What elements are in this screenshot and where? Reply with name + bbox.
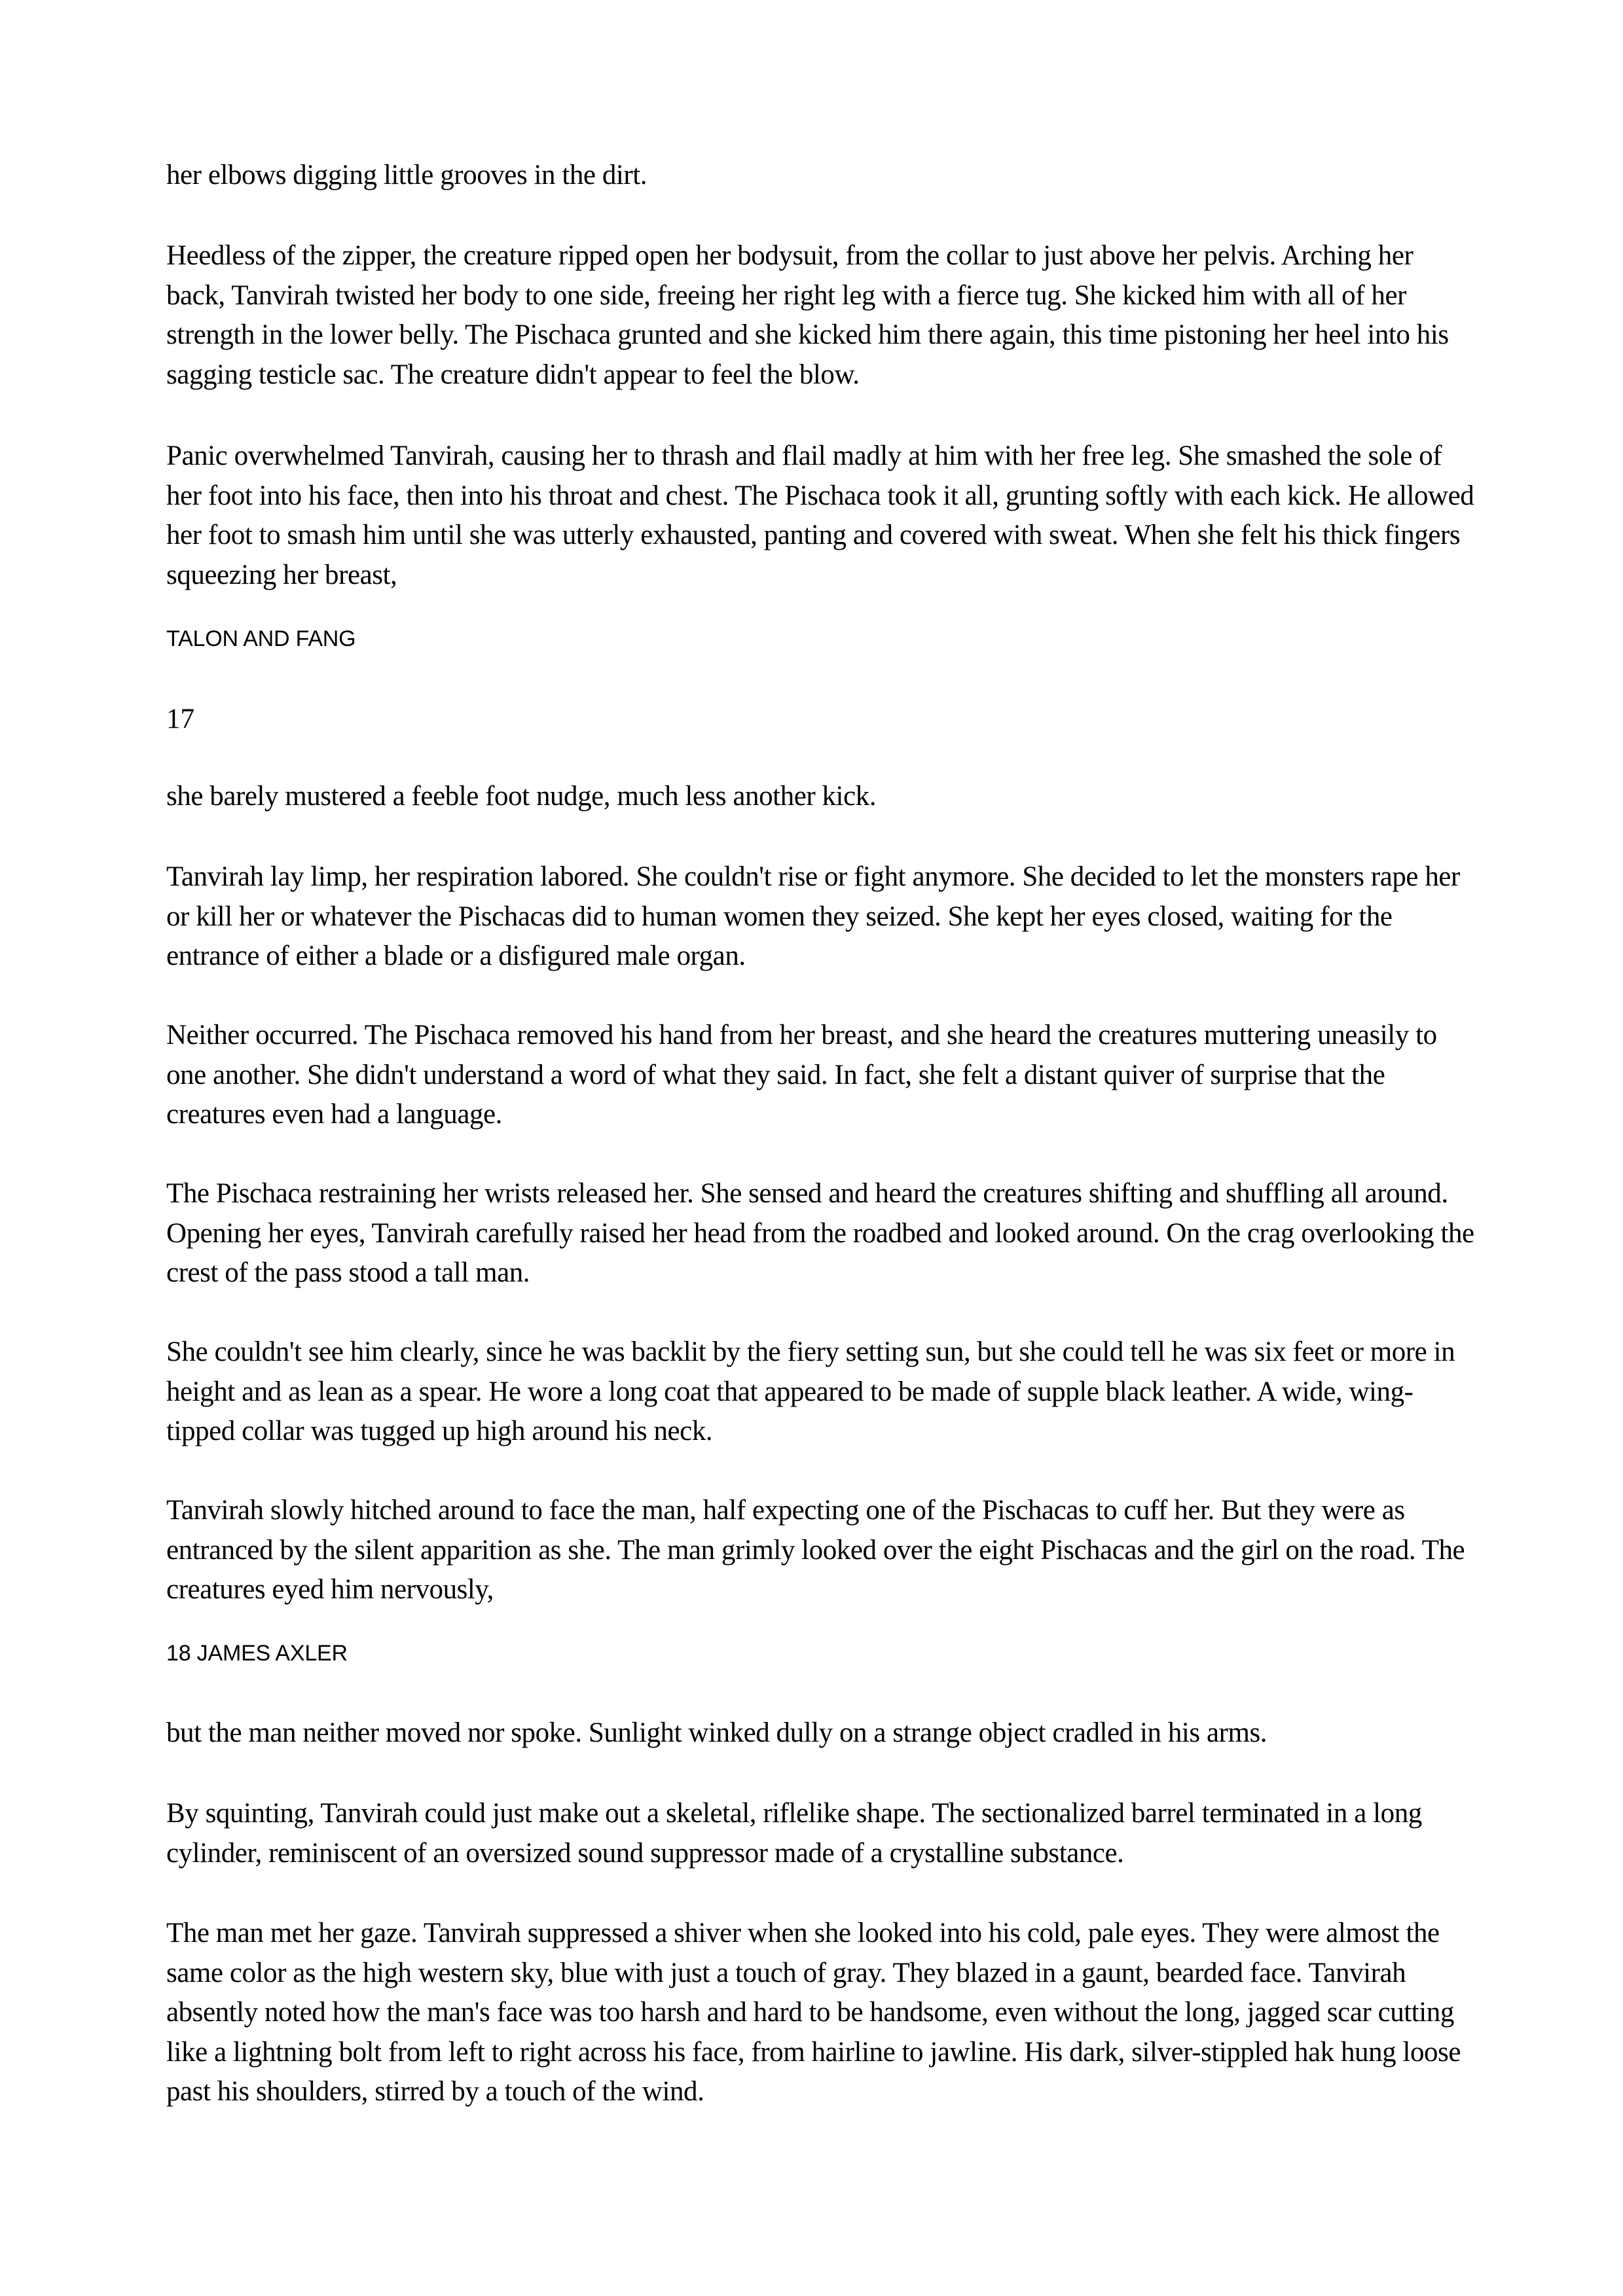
paragraph: but the man neither moved nor spoke. Sunlight winked dully on a strange object cradled in his arms. [166,1717,1267,1748]
page-number: 17 [166,704,194,734]
book-page [166,0,1476,2296]
paragraph: Neither occurred. The Pischaca removed his hand from her breast, and she heard the creatures muttering uneasily to one another. She didn't understand a word of what they said. In fact, she felt a distant quiver of surprise that the creatures even had a language. [166,1020,1437,1130]
paragraph: her elbows digging little grooves in the dirt. [166,160,647,190]
paragraph: The man met her gaze. Tanvirah suppressed a shiver when she looked into his cold, pale eyes. They were almost the same color as the high western sky, blue with just a touch of gray. They blazed in a gaunt, bearded face. Tanvirah absently noted how the man's face was too harsh and hard to be handsome, even without the long, jagged scar cutting like a lightning bolt from left to right across his face, from hairline to jawline. His dark, silver-stippled hak hung loose past his shoulders, stirred by a touch of the wind. [166,1918,1461,2107]
paragraph: Tanvirah slowly hitched around to face the man, half expecting one of the Pischacas to cuff her. But they were as entranced by the silent apparition as she. The man grimly looked over the eight Pischacas and the girl on the road. The creatures eyed him nervously, [166,1495,1465,1605]
running-header: TALON AND FANG [166,626,356,651]
paragraph: Heedless of the zipper, the creature ripped open her bodysuit, from the collar to just above her pelvis. Arching her back, Tanvirah twisted her body to one side, freeing her right leg with a fierce tug. She kicked him with all of her strength in the lower belly. The Pischaca grunted and she kicked him there again, this time pistoning her heel into his sagging testicle sac. The creature didn't appear to feel the blow. [166,240,1449,390]
paragraph: By squinting, Tanvirah could just make out a skeletal, riflelike shape. The sectionalized barrel terminated in a long cylinder, reminiscent of an oversized sound suppressor made of a crystalline substance. [166,1798,1422,1869]
paragraph: Panic overwhelmed Tanvirah, causing her to thrash and flail madly at him with her free leg. She smashed the sole of her foot into his face, then into his throat and chest. The Pischaca took it all, grunting softly with each kick. He allowed her foot to smash him until she was utterly exhausted, panting and covered with sweat. When she felt his thick fingers squeezing her breast, [166,440,1474,590]
paragraph: Tanvirah lay limp, her respiration labored. She couldn't rise or fight anymore. She decided to let the monsters rape her or kill her or whatever the Pischacas did to human women they seized. She kept her eyes closed, waiting for the entrance of either a blade or a disfigured male organ. [166,861,1460,971]
paragraph: The Pischaca restraining her wrists released her. She sensed and heard the creatures shifting and shuffling all around. Opening her eyes, Tanvirah carefully raised her head from the roadbed and looked around. On the crag overlooking the crest of the pass stood a tall man. [166,1178,1474,1288]
running-header: 18 JAMES AXLER [166,1641,348,1666]
paragraph: she barely mustered a feeble foot nudge, much less another kick. [166,781,877,812]
paragraph: She couldn't see him clearly, since he was backlit by the fiery setting sun, but she could tell he was six feet or more in height and as lean as a spear. He wore a long coat that appeared to be made of supple black leather. A wide, wing-tipped collar was tugged up high around his neck. [166,1336,1455,1446]
